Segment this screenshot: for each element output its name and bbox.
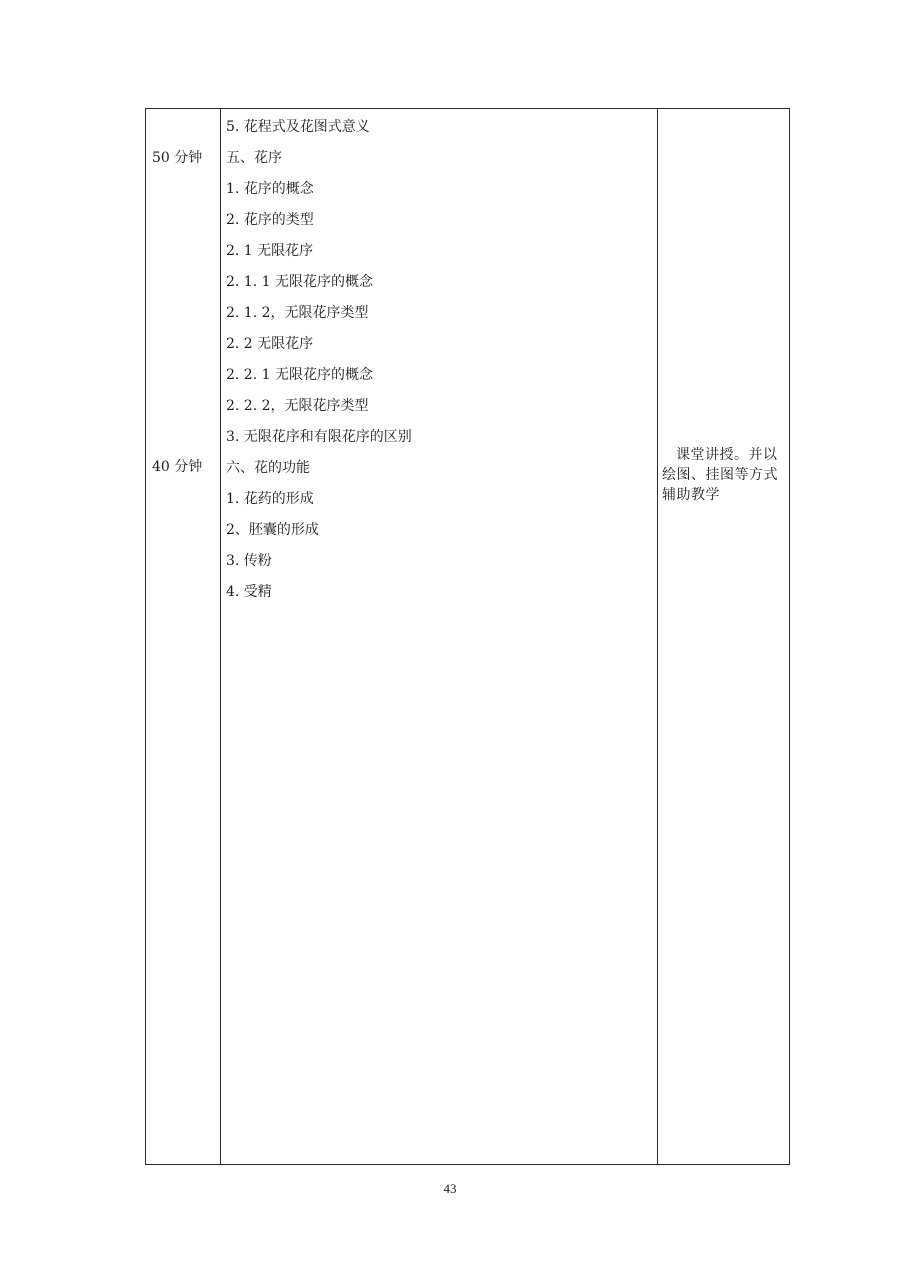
content-line: 4. 受精 [226,584,272,600]
column-divider-time [220,109,221,1164]
content-line: 3. 无限花序和有限花序的区别 [226,429,412,445]
content-line: 2. 2. 2，无限花序类型 [226,398,369,414]
teaching-method-note [662,445,786,505]
page-number: 43 [443,1181,457,1196]
content-line: 2. 2. 1 无限花序的概念 [226,367,373,383]
content-line: 2. 1. 1 无限花序的概念 [226,274,373,290]
content-line: 3. 传粉 [226,553,272,569]
content-line: 2、胚囊的形成 [226,522,319,538]
time-label-40: 40 分钟 [152,459,203,475]
content-line: 2. 花序的类型 [226,212,314,228]
content-line: 2. 1. 2，无限花序类型 [226,305,369,321]
lesson-plan-table [145,108,790,1165]
teaching-method-text: 课堂讲授。并以绘图、挂图等方式辅助教学 [662,447,778,503]
content-line: 1. 花药的形成 [226,491,314,507]
column-divider-method [657,109,658,1164]
content-line: 五、花序 [226,150,282,166]
content-line: 2. 1 无限花序 [226,243,314,259]
content-list [226,117,412,613]
time-label-50: 50 分钟 [152,150,203,166]
content-line: 5. 花程式及花图式意义 [226,119,370,135]
content-line: 1. 花序的概念 [226,181,314,197]
content-line: 2. 2 无限花序 [226,336,314,352]
content-line: 六、花的功能 [226,460,310,476]
